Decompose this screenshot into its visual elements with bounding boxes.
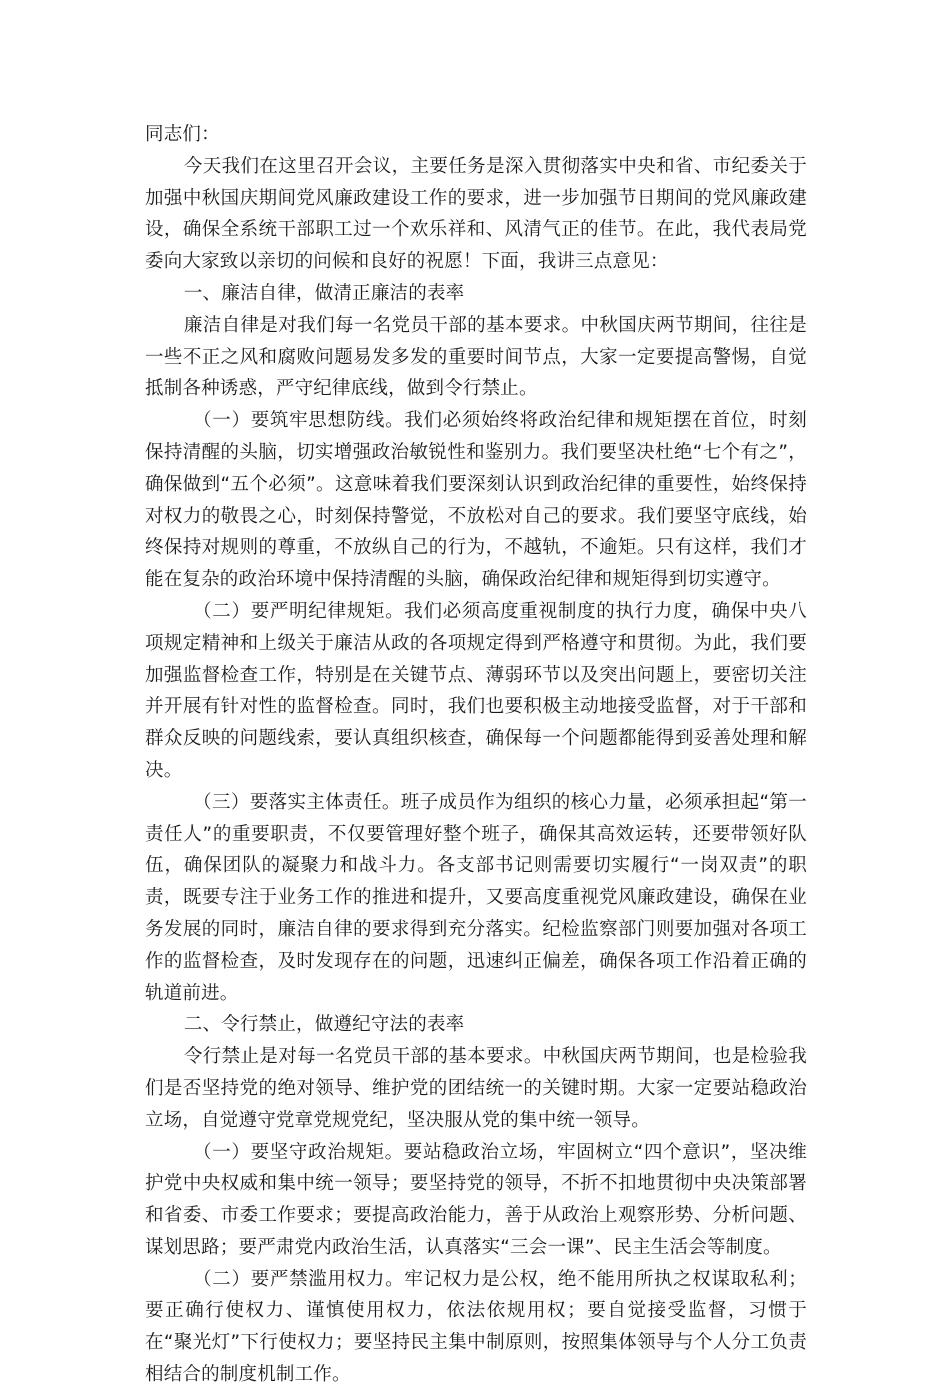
- section-2-item-1-paragraph: （一）要坚守政治规矩。要站稳政治立场，牢固树立“四个意识”，坚决维护党中央权威和集中统一领导；要坚持党的领导，不折不扣地贯彻中央决策部署和省委、市委工作要求；要提高政治能力，善于从政治上观察形势、分析问题、谋划思路；要严肃党内政治生活，认真落实“三会一课”、民主生活会等制度。: [145, 1141, 807, 1258]
- section-1-intro-paragraph: 廉洁自律是对我们每一名党员干部的基本要求。中秋国庆两节期间，往往是一些不正之风和腐败问题易发多发的重要时间节点，大家一定要提高警惕，自觉抵制各种诱惑，严守纪律底线，做到令行禁止。: [145, 314, 807, 400]
- intro-paragraph: 今天我们在这里召开会议，主要任务是深入贯彻落实中央和省、市纪委关于加强中秋国庆期间党风廉政建设工作的要求，进一步加强节日期间的党风廉政建设，确保全系统干部职工过一个欢乐祥和、风清气正的佳节。在此，我代表局党委向大家致以亲切的问候和良好的祝愿！下面，我讲三点意见：: [145, 155, 807, 273]
- section-1-item-2-paragraph: （二）要严明纪律规矩。我们必须高度重视制度的执行力度，确保中央八项规定精神和上级关于廉洁从政的各项规定得到严格遵守和贯彻。为此，我们要加强监督检查工作，特别是在关键节点、薄弱环节以及突出问题上，要密切关注并开展有针对性的监督检查。同时，我们也要积极主动地接受监督，对于干部和群众反映的问题线索，要认真组织核查，确保每一个问题都能得到妥善处理和解决。: [145, 600, 807, 781]
- section-2-intro-paragraph: 令行禁止是对每一名党员干部的基本要求。中秋国庆两节期间，也是检验我们是否坚持党的绝对领导、维护党的团结统一的关键时期。大家一定要站稳政治立场，自觉遵守党章党规党纪，坚决服从党的集中统一领导。: [145, 1046, 807, 1131]
- section-1-item-1-paragraph: （一）要筑牢思想防线。我们必须始终将政治纪律和规矩摆在首位，时刻保持清醒的头脑，切实增强政治敏锐性和鉴别力。我们要坚决杜绝“七个有之”，确保做到“五个必须”。这意味着我们要深刻认识到政治纪律的重要性，始终保持对权力的敬畏之心，时刻保持警觉，不放松对自己的要求。我们要坚守底线，始终保持对规则的尊重，不放纵自己的行为，不越轨，不逾矩。只有这样，我们才能在复杂的政治环境中保持清醒的头脑，确保政治纪律和规矩得到切实遵守。: [145, 410, 807, 591]
- section-2-item-2-paragraph: （二）要严禁滥用权力。牢记权力是公权，绝不能用所执之权谋取私利；要正确行使权力、谨慎使用权力，依法依规用权；要自觉接受监督，习惯于在“聚光灯”下行使权力；要坚持民主集中制原则，按照集体领导与个人分工负责相结合的制度机制工作。: [145, 1268, 807, 1386]
- document-body: [145, 119, 807, 1391]
- section-heading-2: 二、令行禁止，做遵纪守法的表率: [183, 1014, 465, 1036]
- section-heading-1: 一、廉洁自律，做清正廉洁的表率: [183, 282, 465, 304]
- section-1-item-3-paragraph: （三）要落实主体责任。班子成员作为组织的核心力量，必须承担起“第一责任人”的重要职责，不仅要管理好整个班子，确保其高效运转，还要带领好队伍，确保团队的凝聚力和战斗力。各支部书记则需要切实履行“一岗双责”的职责，既要专注于业务工作的推进和提升，又要高度重视党风廉政建设，确保在业务发展的同时，廉洁自律的要求得到充分落实。纪检监察部门则要加强对各项工作的监督检查，及时发现存在的问题，迅速纠正偏差，确保各项工作沿着正确的轨道前进。: [145, 791, 807, 1004]
- salutation: 同志们：: [145, 124, 220, 145]
